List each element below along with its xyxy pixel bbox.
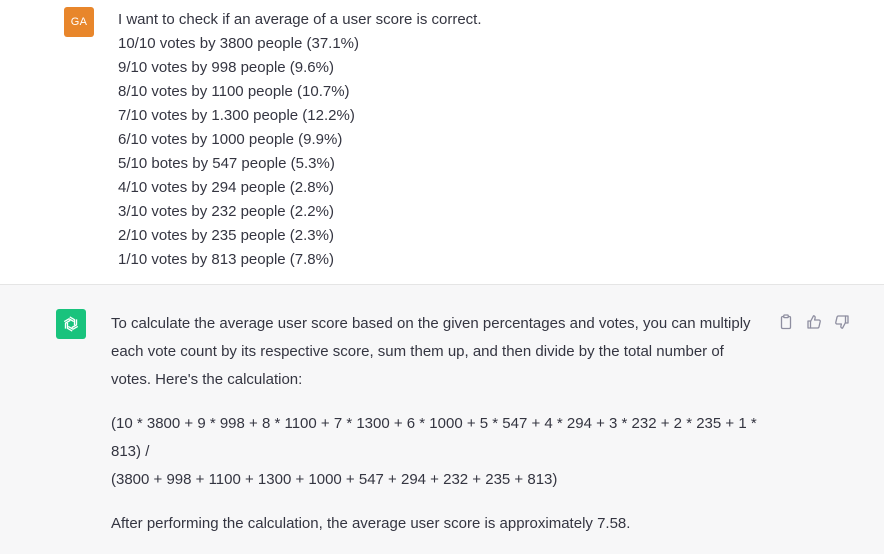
openai-logo-icon xyxy=(61,314,81,334)
user-message-line: 9/10 votes by 998 people (9.6%) xyxy=(118,59,334,76)
formula-numerator: (10 * 3800 + 9 * 998 + 8 * 1100 + 7 * 1300 + 6 * 1000 + 5 * 547 + 4 * 294 + 3 * 232 + 2 * 235 + 1 * 813) / xyxy=(111,415,757,460)
thumbs-down-icon xyxy=(834,314,850,330)
thumbs-down-button[interactable] xyxy=(832,312,852,332)
user-message-line: 10/10 votes by 3800 people (37.1%) xyxy=(118,35,360,52)
user-message-line: I want to check if an average of a user score is correct. xyxy=(118,11,482,28)
user-message-line: 2/10 votes by 235 people (2.3%) xyxy=(118,227,334,244)
user-message-line: 5/10 botes by 547 people (5.3%) xyxy=(118,155,335,172)
assistant-avatar xyxy=(56,309,86,339)
assistant-message xyxy=(0,285,884,554)
thumbs-up-button[interactable] xyxy=(804,312,824,332)
user-message-text xyxy=(118,8,482,272)
formula-denominator: (3800 + 998 + 1100 + 1300 + 1000 + 547 + 294 + 232 + 235 + 813) xyxy=(111,471,558,488)
user-message-line: 7/10 votes by 1.300 people (12.2%) xyxy=(118,107,355,124)
user-message-line: 3/10 votes by 232 people (2.2%) xyxy=(118,203,334,220)
assistant-paragraph: To calculate the average user score based on the given percentages and votes, you can multiply each vote count by its respective score, sum them up, and then divide by the total number of votes. Here's the calculation: xyxy=(111,315,751,388)
copy-icon xyxy=(778,314,794,330)
assistant-paragraph: After performing the calculation, the average user score is approximately 7.58. xyxy=(111,515,631,532)
copy-button[interactable] xyxy=(776,312,796,332)
user-message-line: 6/10 votes by 1000 people (9.9%) xyxy=(118,131,343,148)
user-message-line: 1/10 votes by 813 people (7.8%) xyxy=(118,251,334,268)
assistant-message-text xyxy=(111,310,761,538)
user-avatar: GA xyxy=(64,7,94,37)
message-actions xyxy=(776,312,852,332)
thumbs-up-icon xyxy=(806,314,822,330)
user-message-line: 8/10 votes by 1100 people (10.7%) xyxy=(118,83,350,100)
user-message-line: 4/10 votes by 294 people (2.8%) xyxy=(118,179,334,196)
